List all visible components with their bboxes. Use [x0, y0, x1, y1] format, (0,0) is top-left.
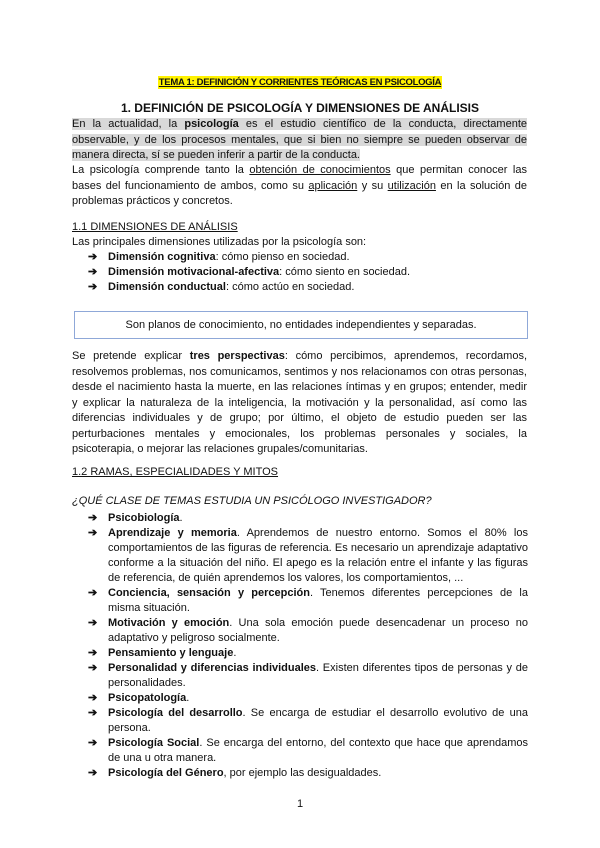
list-item	[88, 265, 528, 280]
list-item-text: : cómo actúo en sociedad.	[225, 281, 355, 293]
document-title	[0, 72, 600, 90]
list-item-bold: Psicología del Género	[108, 767, 224, 779]
intro-p2-text-e: y su	[357, 179, 388, 192]
list-item-text: .	[179, 512, 183, 524]
section-1-2-heading: 1.2 RAMAS, ESPECIALIDADES Y MITOS	[72, 466, 279, 478]
topics-list	[88, 511, 528, 781]
list-item-bold: Psicopatología	[108, 692, 187, 704]
arrow-icon: ➔	[88, 737, 98, 749]
list-item-bold: Aprendizaje y memoria	[108, 527, 237, 539]
list-item	[88, 511, 528, 526]
dimensions-list	[88, 250, 528, 295]
list-item-bold: Dimensión conductual	[108, 281, 226, 293]
list-item-text: .	[233, 647, 237, 659]
list-item-text: : cómo siento en sociedad.	[279, 266, 411, 278]
arrow-icon: ➔	[88, 647, 98, 659]
list-item-bold: Conciencia, sensación y percepción	[108, 587, 310, 599]
question-heading: ¿QUÉ CLASE DE TEMAS ESTUDIA UN PSICÓLOGO INVESTIGADOR?	[72, 495, 432, 507]
arrow-icon: ➔	[88, 527, 98, 539]
list-item	[88, 706, 528, 736]
list-item-bold: Personalidad y diferencias individuales	[108, 662, 317, 674]
intro-p1-text-a: En la actualidad, la	[72, 118, 185, 130]
arrow-icon: ➔	[88, 587, 98, 599]
list-item	[88, 616, 528, 646]
perspectives-bold: tres perspectivas	[189, 350, 285, 362]
section-1-1-heading: 1.1 DIMENSIONES DE ANÁLISIS	[72, 221, 238, 233]
list-item	[88, 736, 528, 766]
list-item-text: . Existen diferentes tipos de personas y de personalidades.	[108, 662, 528, 689]
arrow-icon: ➔	[88, 662, 98, 674]
intro-p1-bold: psicología	[184, 118, 239, 130]
list-item-text: . Aprendemos de nuestro entorno. Somos el 80% los comportamientos de las figuras de referencia. Es necesario un aprendizaje adaptativo conforme a la situación del niño. El apego es la relación entre el infante y las figuras de referencia, de quién aprendemos los valores, los comportamientos, ...	[108, 527, 528, 584]
arrow-icon: ➔	[88, 692, 98, 704]
list-item-text: . Tenemos diferentes percepciones de la misma situación.	[108, 587, 528, 614]
list-item-text: .	[186, 692, 190, 704]
list-item-bold: Psicobiología	[108, 512, 180, 524]
intro-p2-underline-2: aplicación	[308, 179, 358, 192]
intro-p1-text-c: es el estudio científico de la conducta, directamente observable, y de los procesos mentales, que si bien no siempre se pueden observar de manera directa, sí se pueden inferir a partir de la conducta.	[72, 118, 527, 161]
intro-p2-text-c: que permitan conocer las bases del funcionamiento de ambos, como su	[72, 164, 527, 192]
list-item-text: . Se encarga de estudiar el desarrollo evolutivo de una persona.	[108, 707, 528, 734]
heading-1: 1. DEFINICIÓN DE PSICOLOGÍA Y DIMENSIONES DE ANÁLISIS	[120, 101, 480, 115]
arrow-icon: ➔	[88, 767, 98, 779]
arrow-icon: ➔	[88, 251, 98, 263]
list-item-bold: Psicología del desarrollo	[108, 707, 243, 719]
list-item	[88, 280, 528, 295]
note-box: Son planos de conocimiento, no entidades independientes y separadas.	[74, 311, 528, 339]
intro-p2-underline-1: obtención de conocimientos	[249, 164, 391, 176]
intro-paragraph-2	[72, 163, 527, 210]
intro-p2-text-a: La psicología comprende tanto la	[72, 164, 250, 176]
list-item-bold: Dimensión cognitiva	[108, 251, 216, 263]
page-number: 1	[296, 798, 304, 810]
list-item-text: . Una sola emoción puede desencadenar un proceso no adaptativo y peligroso socialmente.	[108, 617, 528, 644]
document-title-text: TEMA 1: DEFINICIÓN Y CORRIENTES TEÓRICAS EN PSICOLOGÍA	[158, 77, 442, 88]
perspectives-text-c: : cómo percibimos, aprendemos, recordamos, resolvemos problemas, nos comunicamos, sentimos y nos relacionamos con otras personas, desde el nacimiento hasta la muerte, en las relaciones íntimas y en grupos; entender, medir y explicar la naturaleza de la inteligencia, la motivación y la personalidad, así como las diferencias individuales y de grupo; por último, el objeto de estudio pueden ser las perturbaciones mentales y emocionales, los problemas personales y sociales, la psicoterapia, o mejorar las relaciones grupales/comunitarias.	[72, 350, 528, 455]
arrow-icon: ➔	[88, 281, 98, 293]
intro-paragraph-1	[72, 117, 527, 164]
arrow-icon: ➔	[88, 617, 98, 629]
arrow-icon: ➔	[88, 707, 98, 719]
list-item-bold: Dimensión motivacional-afectiva	[108, 266, 280, 278]
list-item	[88, 586, 528, 616]
list-item-bold: Pensamiento y lenguaje	[108, 647, 234, 659]
list-item-text: : cómo pienso en sociedad.	[215, 251, 350, 263]
list-item	[88, 661, 528, 691]
perspectives-text-a: Se pretende explicar	[72, 350, 190, 362]
intro-p2-underline-3: utilización	[387, 179, 436, 192]
list-item-text: , por ejemplo las desigualdades.	[223, 767, 382, 779]
list-item	[88, 250, 528, 265]
list-item	[88, 766, 528, 781]
list-item	[88, 526, 528, 586]
list-item	[88, 691, 528, 706]
arrow-icon: ➔	[88, 266, 98, 278]
perspectives-paragraph	[72, 349, 527, 458]
section-1-1-lead: Las principales dimensiones utilizadas por la psicología son:	[72, 236, 367, 248]
list-item-text: . Se encarga del entorno, del contexto que hace que aprendamos de una u otra manera.	[108, 737, 528, 764]
arrow-icon: ➔	[88, 512, 98, 524]
list-item-bold: Psicología Social	[108, 737, 200, 749]
list-item-bold: Motivación y emoción	[108, 617, 230, 629]
list-item	[88, 646, 528, 661]
intro-p2-text-g: en la solución de problemas prácticos y concretos.	[72, 179, 527, 207]
